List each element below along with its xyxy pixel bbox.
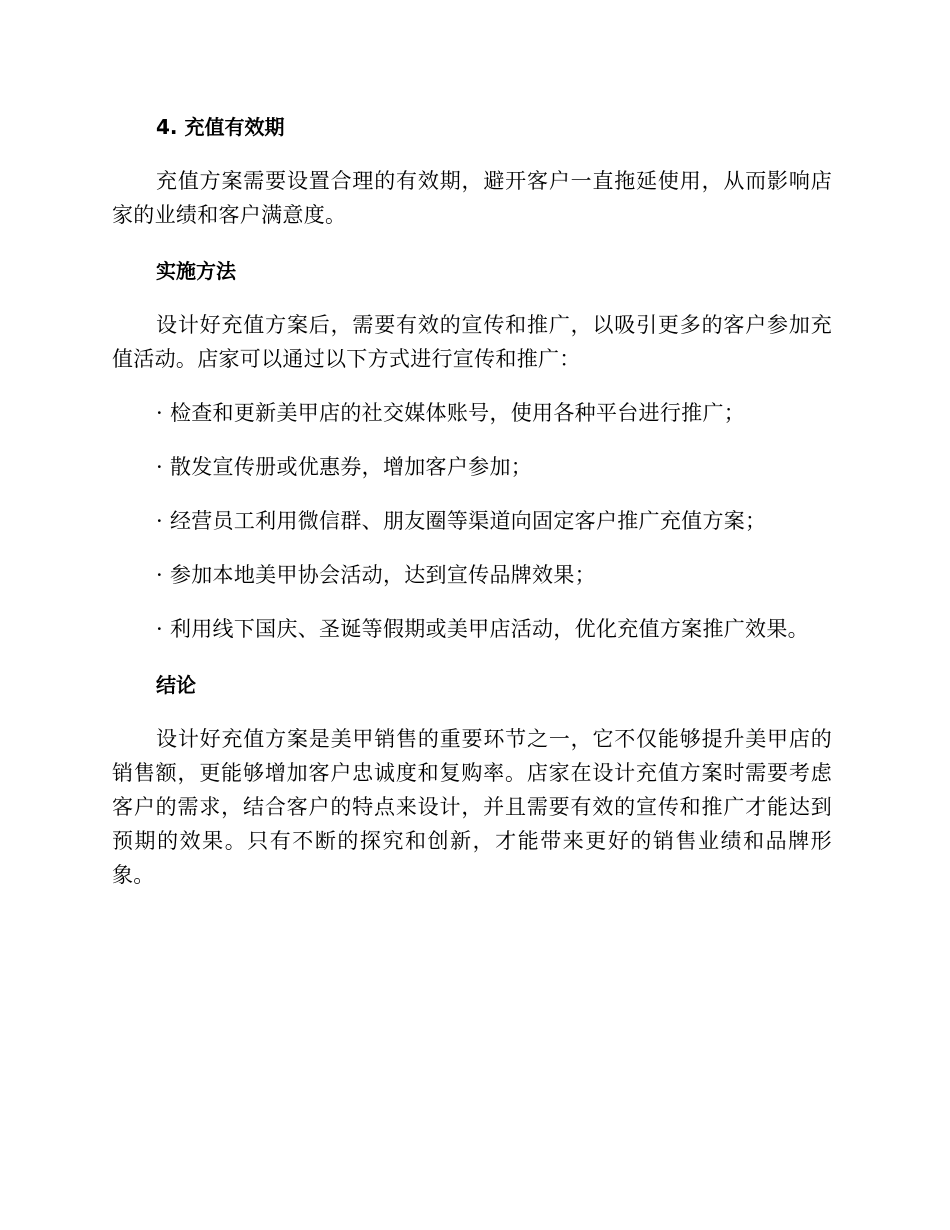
section-heading-conclusion: 结论 — [156, 673, 196, 697]
bullet-item-3: · 经营员工利用微信群、朋友圈等渠道向固定客户推广充值方案； — [156, 509, 767, 533]
document-content — [112, 108, 832, 892]
section-heading-implementation: 实施方法 — [156, 259, 236, 283]
bullet-item-4: · 参加本地美甲协会活动，达到宣传品牌效果； — [156, 563, 596, 587]
bullet-item-5: · 利用线下国庆、圣诞等假期或美甲店活动，优化充值方案推广效果。 — [156, 617, 809, 641]
bullet-item-1: · 检查和更新美甲店的社交媒体账号，使用各种平台进行推广； — [156, 401, 746, 425]
paragraph-validity: 充值方案需要设置合理的有效期，避开客户一直拖延使用，从而影响店家的业绩和客户满意度。 — [112, 169, 832, 227]
bullet-item-2: · 散发宣传册或优惠券，增加客户参加； — [156, 455, 533, 479]
paragraph-implementation: 设计好充值方案后，需要有效的宣传和推广，以吸引更多的客户参加充值活动。店家可以通过以下方式进行宣传和推广： — [112, 313, 832, 371]
paragraph-conclusion: 设计好充值方案是美甲销售的重要环节之一，它不仅能够提升美甲店的销售额，更能够增加客户忠诚度和复购率。店家在设计充值方案时需要考虑客户的需求，结合客户的特点来设计，并且需要有效的宣传和推广才能达到预期的效果。只有不断的探究和创新，才能带来更好的销售业绩和品牌形象。 — [112, 727, 832, 887]
section-heading-validity: 4. 充值有效期 — [156, 115, 285, 139]
